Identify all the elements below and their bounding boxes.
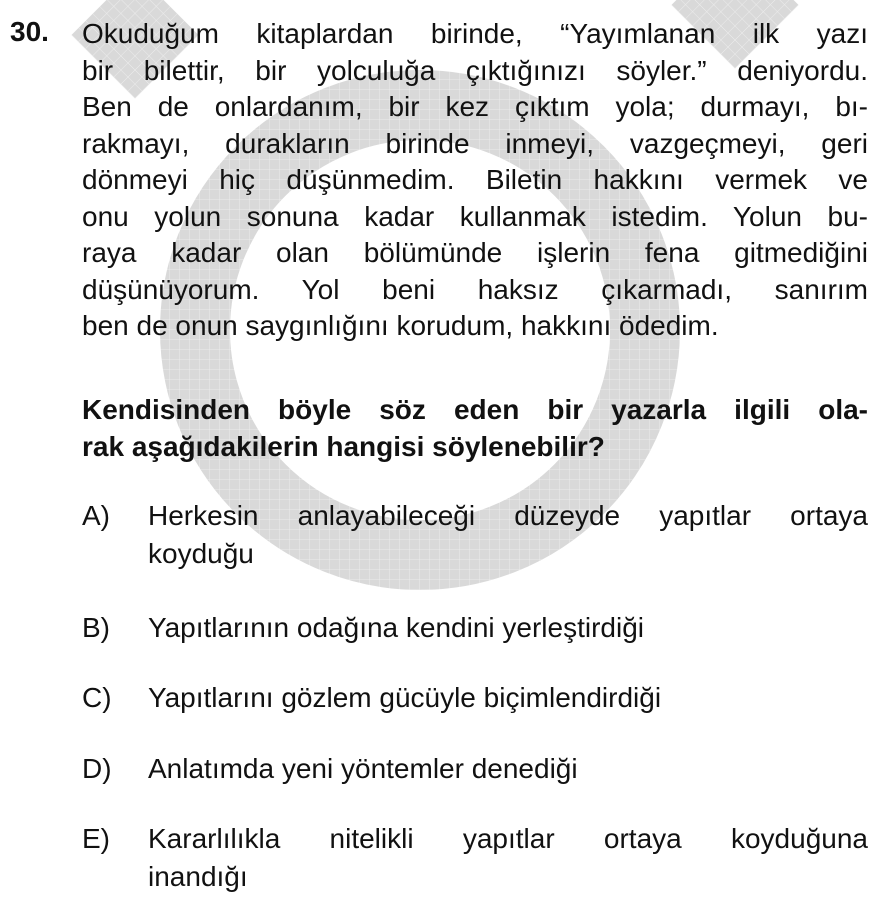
- passage-line: rakmayı, durakların birinde inmeyi, vazgeçmeyi, geri: [82, 127, 868, 159]
- passage-line: ben de onun saygınlığını korudum, hakkını ödedim.: [82, 310, 719, 341]
- option-text: Kararlılıkla nitelikli yapıtlar ortaya koyduğuna: [148, 823, 868, 854]
- option-text: inandığı: [148, 861, 248, 892]
- option-text: Yapıtlarını gözlem gücüyle biçimlendirdiği: [148, 682, 662, 713]
- passage-line: Okuduğum kitaplardan birinde, “Yayımlanan ilk yazı: [82, 18, 868, 49]
- option-letter: C): [82, 682, 112, 713]
- option-text: Herkesin anlayabileceği düzeyde yapıtlar ortaya: [148, 500, 868, 531]
- passage-line: bir bilettir, bir yolculuğa çıktığınızı söyler.” deniyordu.: [82, 54, 868, 86]
- passage: [82, 16, 868, 345]
- question-number: 30.: [10, 16, 49, 47]
- passage-line: düşünüyorum. Yol beni haksız çıkarmadı, sanırım: [82, 273, 868, 305]
- passage-line: dönmeyi hiç düşünmedim. Biletin hakkını vermek ve: [82, 164, 868, 195]
- option-text: koyduğu: [148, 538, 254, 569]
- stem-line: Kendisinden böyle söz eden bir yazarla ilgili ola-: [82, 394, 868, 425]
- passage-line: raya kadar olan bölümünde işlerin fena gitmediğini: [82, 237, 868, 268]
- question-stem: [82, 392, 868, 465]
- option-text: Anlatımda yeni yöntemler denediği: [148, 753, 578, 784]
- passage-line: Ben de onlardanım, bir kez çıktım yola; durmayı, bı-: [82, 91, 868, 122]
- option-letter: A): [82, 500, 110, 531]
- option-letter: D): [82, 753, 112, 784]
- option-letter: E): [82, 823, 110, 854]
- stem-line: rak aşağıdakilerin hangisi söylenebilir?: [82, 430, 605, 462]
- option-letter: B): [82, 612, 110, 643]
- option-text: Yapıtlarının odağına kendini yerleştirdiği: [148, 612, 645, 643]
- passage-line: onu yolun sonuna kadar kullanmak istedim. Yolun bu-: [82, 200, 868, 232]
